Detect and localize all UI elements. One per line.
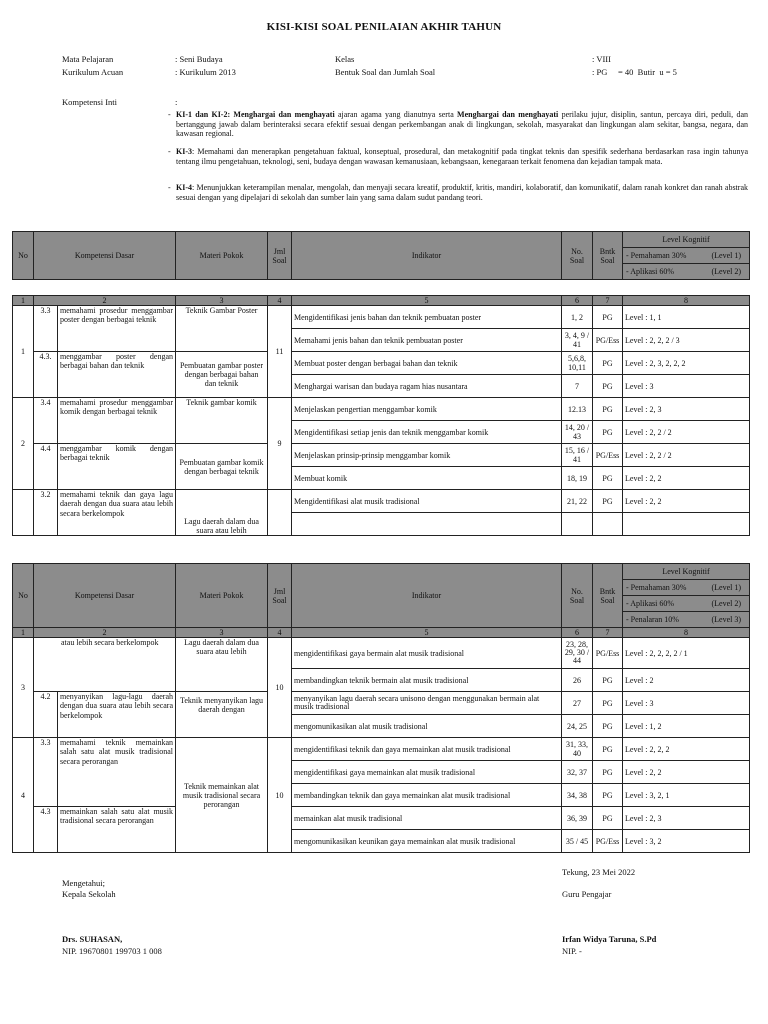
- row-no: 1: [13, 306, 34, 398]
- no-soal: 24, 25: [562, 715, 593, 738]
- level-text: Level : 2, 2, 2 / 3: [623, 329, 750, 352]
- materi-text: Teknik memainkan alat musik tradisional secara perorangan: [176, 738, 268, 853]
- kd-text: memahami prosedur menggambar komik dengan berbagai teknik: [58, 398, 176, 444]
- ki3-head: KI-3: [176, 147, 192, 156]
- indikator-text: Mengidentifikasi alat musik tradisional: [292, 490, 562, 513]
- col-kd: Kompetensi Dasar: [34, 564, 176, 628]
- guru-name: Irfan Widya Taruna, S.Pd: [562, 934, 657, 944]
- level-3-legend: [623, 612, 750, 628]
- table-row: [13, 444, 750, 467]
- materi-text: Teknik menyanyikan lagu daerah dengan: [176, 692, 268, 738]
- no-soal: 15, 16 / 41: [562, 444, 593, 467]
- mapel-value: : Seni Budaya: [175, 54, 223, 64]
- kurikulum-label: Kurikulum Acuan: [62, 67, 124, 77]
- level-text: Level : 2, 2: [623, 467, 750, 490]
- col-kd: Kompetensi Dasar: [34, 232, 176, 280]
- table-1: [12, 231, 750, 536]
- table-row: [13, 638, 750, 669]
- col-nosoal: No. Soal: [562, 232, 593, 280]
- col-indikator: Indikator: [292, 232, 562, 280]
- num-3: 3: [176, 628, 268, 638]
- kepala-sekolah-nip: NIP. 19670801 199703 1 008: [62, 946, 162, 956]
- col-materi: Materi Pokok: [176, 232, 268, 280]
- kd-text: memainkan salah satu alat musik tradisional secara perorangan: [58, 807, 176, 853]
- indikator-text: membandingkan teknik dan gaya memainkan alat musik tradisional: [292, 784, 562, 807]
- bentuk-soal: PG/Ess: [593, 329, 623, 352]
- kd-number: 4.2: [34, 692, 58, 738]
- no-soal: 12.13: [562, 398, 593, 421]
- no-soal: 36, 39: [562, 807, 593, 830]
- indikator-text: Memahami jenis bahan dan teknik pembuatan poster: [292, 329, 562, 352]
- kd-text: memahami teknik memainkan salah satu alat musik tradisional secara perorangan: [58, 738, 176, 807]
- indikator-text: memainkan alat musik tradisional: [292, 807, 562, 830]
- bentuk-soal: PG: [593, 669, 623, 692]
- bentuk-soal: PG: [593, 692, 623, 715]
- col-bntk: Bntk Soal: [593, 564, 623, 628]
- materi-text: Pembuatan gambar komik dengan berbagai teknik: [176, 444, 268, 490]
- level-text: Level : 2, 2 / 2: [623, 421, 750, 444]
- level-text: Level : 3: [623, 692, 750, 715]
- col-indikator: Indikator: [292, 564, 562, 628]
- no-soal: 34, 38: [562, 784, 593, 807]
- jml-soal: 9: [268, 398, 292, 490]
- num-4: 4: [268, 628, 292, 638]
- lv3-b: (Level 3): [711, 615, 742, 624]
- num-1: 1: [13, 296, 34, 306]
- level-1-legend: [623, 248, 750, 264]
- kd-number: 3.3: [34, 738, 58, 807]
- level-text: Level : 3, 2: [623, 830, 750, 853]
- page-title: KISI-KISI SOAL PENILAIAN AKHIR TAHUN: [266, 21, 502, 33]
- num-6: 6: [562, 628, 593, 638]
- bentuk-soal: PG: [593, 784, 623, 807]
- level-text: Level : 2, 2: [623, 490, 750, 513]
- bentuk-soal: PG: [593, 421, 623, 444]
- ki4-dash: -: [168, 183, 171, 192]
- indikator-text: Menjelaskan prinsip-prinsip menggambar komik: [292, 444, 562, 467]
- indikator-text: mengomunikasikan keunikan gaya memainkan alat musik tradisional: [292, 830, 562, 853]
- num-7: 7: [593, 296, 623, 306]
- ki-colon: :: [175, 97, 178, 107]
- indikator-text: Mengidentifikasi setiap jenis dan teknik menggambar komik: [292, 421, 562, 444]
- indikator-text: Menghargai warisan dan budaya ragam hias nusantara: [292, 375, 562, 398]
- num-8: 8: [623, 296, 750, 306]
- no-soal: 1, 2: [562, 306, 593, 329]
- table-row: [13, 738, 750, 761]
- no-soal: 18, 19: [562, 467, 593, 490]
- level-text: Level : 3: [623, 375, 750, 398]
- ki12-dash: -: [168, 110, 171, 119]
- no-soal: 14, 20 / 43: [562, 421, 593, 444]
- row-no: 3: [13, 638, 34, 738]
- no-soal: 26: [562, 669, 593, 692]
- place-date: Tekung, 23 Mei 2022: [562, 867, 636, 877]
- indikator-text: mengomunikasikan alat musik tradisional: [292, 715, 562, 738]
- indikator-text: Membuat komik: [292, 467, 562, 490]
- kepala-sekolah-label: Kepala Sekolah: [62, 889, 116, 899]
- bentuk-soal: PG/Ess: [593, 444, 623, 467]
- jml-soal: 11: [268, 306, 292, 398]
- table-2-wrapper: [12, 563, 750, 859]
- indikator-text: mengidentifikasi teknik dan gaya memainkan alat musik tradisional: [292, 738, 562, 761]
- ki4-text: : Menunjukkan keterampilan menalar, mengolah, dan menyaji secara kreatif, produktif, kritis, mandiri, kolaboratif, dan komunikatif, dalam ranah konkret dan ranah abstrak sesuai dengan yang dipelajari di sekolah dan sumber lain yang sama dalam sudut pandang teori.: [176, 183, 748, 202]
- kurikulum-value: : Kurikulum 2013: [175, 67, 236, 77]
- level-text: Level : 2, 3: [623, 398, 750, 421]
- bentuk-soal: PG: [593, 398, 623, 421]
- bentuk-value: : PG = 40 Butir u = 5: [592, 67, 677, 77]
- table-row: [13, 352, 750, 375]
- materi-text: Teknik Gambar Poster: [176, 306, 268, 352]
- row-no-empty: [13, 490, 34, 536]
- num-6: 6: [562, 296, 593, 306]
- no-soal: 7: [562, 375, 593, 398]
- bentuk-soal: PG: [593, 306, 623, 329]
- table-1-wrapper: [12, 231, 750, 535]
- guru-nip: NIP. -: [562, 946, 582, 956]
- level-text: Level : 1, 1: [623, 306, 750, 329]
- kd-text-continued: atau lebih secara berkelompok: [34, 638, 176, 692]
- indikator-text: mengidentifikasi gaya memainkan alat musik tradisional: [292, 761, 562, 784]
- level-text: Level : 2, 2: [623, 761, 750, 784]
- kd-number: 4.4: [34, 444, 58, 490]
- level-text: Level : 2, 2 / 2: [623, 444, 750, 467]
- lv2-a: - Aplikasi 60%: [626, 267, 675, 276]
- bentuk-soal: PG: [593, 467, 623, 490]
- level-text: Level : 3, 2, 1: [623, 784, 750, 807]
- kd-number: 4.3: [34, 807, 58, 853]
- kd-number: 3.3: [34, 306, 58, 352]
- level-2-legend: [623, 596, 750, 612]
- col-jml: Jml Soal: [268, 564, 292, 628]
- ki3-paragraph: [176, 147, 748, 166]
- lv2-b: (Level 2): [711, 599, 742, 608]
- lv2-a: - Aplikasi 60%: [626, 599, 675, 608]
- bentuk-soal: PG: [593, 807, 623, 830]
- no-soal: 23, 28, 29, 30 / 44: [562, 638, 593, 669]
- col-materi: Materi Pokok: [176, 564, 268, 628]
- table-row: [13, 490, 750, 513]
- level-text: Level : 2: [623, 669, 750, 692]
- kd-text: memahami prosedur menggambar poster dengan berbagai teknik: [58, 306, 176, 352]
- no-soal: 21, 22: [562, 490, 593, 513]
- kd-text: menyanyikan lagu-lagu daerah dengan dua suara atau lebih secara berkelompok: [58, 692, 176, 738]
- materi-text: Pembuatan gambar poster dengan berbagai bahan dan teknik: [176, 352, 268, 398]
- kd-text: menggambar komik dengan berbagai teknik: [58, 444, 176, 490]
- ki3-dash: -: [168, 147, 171, 156]
- num-7: 7: [593, 628, 623, 638]
- materi-text-continued: Lagu daerah dalam dua suara atau lebih: [176, 638, 268, 692]
- col-no: No: [13, 564, 34, 628]
- num-8: 8: [623, 628, 750, 638]
- table-row: [13, 807, 750, 830]
- col-nosoal: No. Soal: [562, 564, 593, 628]
- ki12-tail: perilaku jujur, disiplin, santun, percaya diri, peduli, dan bertanggung jawab dalam berinteraksi secara efektif sesuai dengan perkembangan anak di lingkungan, sekolah, masyarakat dan lingkungan alam sekitar, bangsa, negara, dan kawasan regional.: [176, 110, 748, 139]
- indikator-text: membandingkan teknik bermain alat musik tradisional: [292, 669, 562, 692]
- kd-number: 3.4: [34, 398, 58, 444]
- row-no: 2: [13, 398, 34, 490]
- materi-text: Teknik gambar komik: [176, 398, 268, 444]
- no-soal: 5,6,8, 10,11: [562, 352, 593, 375]
- ki4-paragraph: [176, 183, 748, 202]
- ki-label: Kompetensi Inti: [62, 97, 118, 107]
- column-number-row: [13, 628, 750, 638]
- kepala-sekolah-name: Drs. SUHASAN,: [62, 934, 123, 944]
- level-1-legend: [623, 580, 750, 596]
- col-jml: Jml Soal: [268, 232, 292, 280]
- no-soal: 35 / 45: [562, 830, 593, 853]
- ki12-mid: ajaran agama yang dianutnya serta: [334, 110, 458, 119]
- lv2-b: (Level 2): [711, 267, 742, 276]
- table-row: [13, 398, 750, 421]
- row-no: 4: [13, 738, 34, 853]
- num-1: 1: [13, 628, 34, 638]
- ki3-text: : Memahami dan menerapkan pengetahuan faktual, konseptual, prosedural, dan metakognitif pada tingkat teknis dan spesifik sederhana berdasarkan rasa ingin tahunya tentang ilmu pengetahuan, teknologi, seni, budaya dengan wawasan kemanusiaan, kebangsaan, kenegaraan terkait fenomena dan kejadian tampak mata.: [176, 147, 748, 166]
- level-text: Level : 1, 2: [623, 715, 750, 738]
- kelas-value: : VIII: [592, 54, 611, 64]
- kd-text: memahami teknik dan gaya lagu daerah dengan dua suara atau lebih secara berkelompok: [58, 490, 176, 536]
- no-soal: 27: [562, 692, 593, 715]
- indikator-text: menyanyikan lagu daerah secara unisono dengan menggunakan bermain alat musik tradisional: [292, 692, 562, 715]
- bentuk-soal: PG: [593, 738, 623, 761]
- indikator-text: Membuat poster dengan berbagai bahan dan teknik: [292, 352, 562, 375]
- lv1-b: (Level 1): [711, 583, 742, 592]
- level-text: Level : 2, 2, 2, 2 / 1: [623, 638, 750, 669]
- bentuk-soal: PG: [593, 352, 623, 375]
- ki12-paragraph: [176, 110, 748, 139]
- no-soal: 32, 37: [562, 761, 593, 784]
- col-level-title: Level Kognitif: [623, 232, 750, 248]
- level-text: Level : 2, 3: [623, 807, 750, 830]
- level-2-legend: [623, 264, 750, 280]
- jml-empty: [268, 490, 292, 536]
- table-row: [13, 692, 750, 715]
- mengetahui-label: Mengetahui;: [62, 878, 105, 888]
- lv3-a: - Penalaran 10%: [626, 615, 679, 624]
- num-3: 3: [176, 296, 268, 306]
- mapel-label: Mata Pelajaran: [62, 54, 114, 64]
- num-5: 5: [292, 628, 562, 638]
- num-5: 5: [292, 296, 562, 306]
- col-level-title: Level Kognitif: [623, 564, 750, 580]
- bentuk-soal: PG/Ess: [593, 638, 623, 669]
- ki4-head: KI-4: [176, 183, 192, 192]
- bentuk-soal: PG: [593, 715, 623, 738]
- jml-soal: 10: [268, 738, 292, 853]
- level-text: Level : 2, 2, 2: [623, 738, 750, 761]
- table-row: [13, 306, 750, 329]
- no-soal: 3, 4, 9 / 41: [562, 329, 593, 352]
- bentuk-soal: PG: [593, 761, 623, 784]
- ki12-bold2: Menghargai dan menghayati: [457, 110, 559, 119]
- ki12-head: KI-1 dan KI-2: Menghargai dan menghayati: [176, 110, 335, 119]
- kd-number: 3.2: [34, 490, 58, 536]
- materi-text: Lagu daerah dalam dua suara atau lebih: [176, 490, 268, 536]
- num-2: 2: [34, 296, 176, 306]
- lv1-a: - Pemahaman 30%: [626, 251, 687, 260]
- column-number-row: [13, 296, 750, 306]
- col-no: No: [13, 232, 34, 280]
- kelas-label: Kelas: [335, 54, 355, 64]
- indikator-text: Mengidentifikasi jenis bahan dan teknik pembuatan poster: [292, 306, 562, 329]
- no-soal: 31, 33, 40: [562, 738, 593, 761]
- kd-number: 4.3.: [34, 352, 58, 398]
- indikator-text: Menjelaskan pengertian menggambar komik: [292, 398, 562, 421]
- lv1-b: (Level 1): [711, 251, 742, 260]
- table-2: [12, 563, 750, 853]
- bentuk-soal: PG: [593, 490, 623, 513]
- lv1-a: - Pemahaman 30%: [626, 583, 687, 592]
- level-text: Level : 2, 3, 2, 2, 2: [623, 352, 750, 375]
- num-2: 2: [34, 628, 176, 638]
- indikator-text: mengidentifikasi gaya bermain alat musik tradisional: [292, 638, 562, 669]
- bentuk-soal: PG: [593, 375, 623, 398]
- bentuk-soal: PG/Ess: [593, 830, 623, 853]
- bentuk-label: Bentuk Soal dan Jumlah Soal: [335, 67, 436, 77]
- num-4: 4: [268, 296, 292, 306]
- kd-text: menggambar poster dengan berbagai bahan dan teknik: [58, 352, 176, 398]
- jml-soal: 10: [268, 638, 292, 738]
- col-bntk: Bntk Soal: [593, 232, 623, 280]
- guru-pengajar-label: Guru Pengajar: [562, 889, 612, 899]
